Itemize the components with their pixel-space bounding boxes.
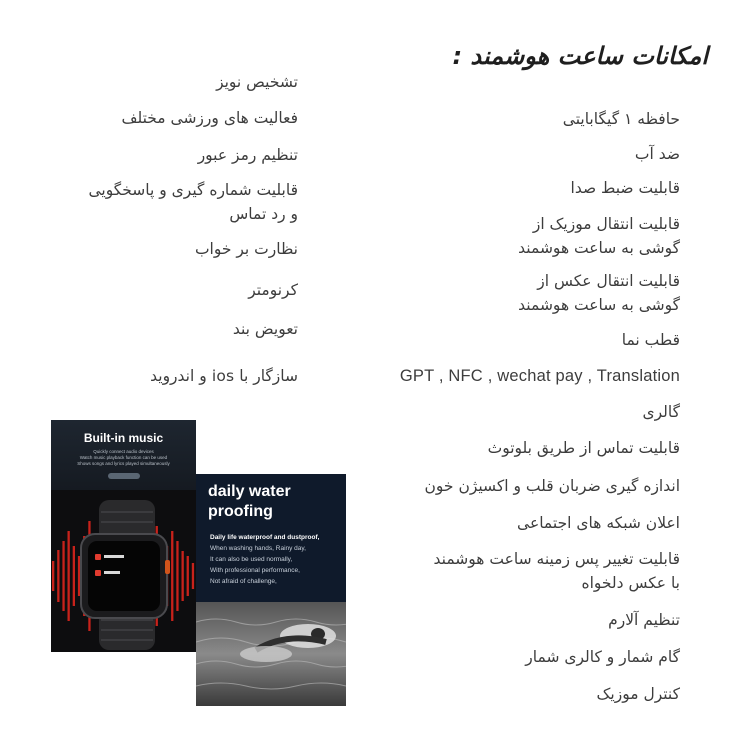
sound-wave-bar xyxy=(171,531,173,621)
sound-wave-bar xyxy=(78,556,80,596)
list-item: ضد آب xyxy=(634,145,680,163)
list-item: گام شمار و کالری شمار xyxy=(525,648,680,666)
list-item: اعلان شبکه های اجتماعی xyxy=(517,514,680,532)
waterproof-feature-image xyxy=(196,474,346,706)
list-item: سازگار با ios و اندروید xyxy=(150,367,298,385)
watch-sound-wave-illustration xyxy=(51,490,196,652)
list-item: قابلیت ضبط صدا xyxy=(570,179,680,197)
sound-wave-bar xyxy=(192,563,194,589)
swimmer-photo xyxy=(196,602,346,706)
music-image-title: Built-in music xyxy=(83,431,164,445)
list-item: گالری xyxy=(642,403,680,421)
waterproof-image-caption: Daily life waterproof and dustproof, When washing hands, Rainy day, It can also be used normally, With professional performance, Not afraid of challenge, xyxy=(210,534,320,585)
list-item: حافظه ۱ گیگابایتی xyxy=(562,110,680,128)
page-title: امکانات ساعت هوشمند : xyxy=(452,42,708,70)
list-item: تنظیم رمز عبور xyxy=(197,146,298,164)
list-item: نظارت بر خواب xyxy=(194,240,298,258)
list-item: کنترل موزیک xyxy=(596,685,680,703)
sound-wave-bar xyxy=(73,546,75,606)
list-item: قابلیت انتقال عکس از گوشی به ساعت هوشمند xyxy=(518,272,680,314)
sound-wave-bar xyxy=(52,561,54,591)
sound-wave-bar xyxy=(176,541,178,611)
sound-wave-bar xyxy=(62,541,64,611)
list-item: قابلیت تغییر پس زمینه ساعت هوشمند با عکس دلخواه xyxy=(433,550,680,592)
list-item: GPT , NFC , wechat pay , Translation xyxy=(399,367,680,385)
list-item: قابلیت انتقال موزیک از گوشی به ساعت هوشمند xyxy=(518,215,680,257)
music-image-pill xyxy=(108,473,140,479)
list-item: قابلیت تماس از طریق بلوتوث xyxy=(487,439,680,457)
list-item: کرنومتر xyxy=(248,281,298,299)
sound-wave-bar xyxy=(187,556,189,596)
music-feature-image xyxy=(51,420,196,652)
sound-wave-bar xyxy=(68,531,70,621)
sound-wave-bar xyxy=(182,551,184,601)
list-item: تعویض بند xyxy=(232,320,298,338)
list-item: تنظیم آلارم xyxy=(608,611,680,629)
music-image-header xyxy=(51,420,196,490)
list-item: اندازه گیری ضربان قلب و اکسیژن خون xyxy=(424,477,680,495)
sound-wave-bar xyxy=(57,550,59,602)
music-image-caption: Quickly connect audio devices Watch music playback function can be used Shows songs and lyrics played simultaneously xyxy=(77,449,170,466)
list-item: قطب نما xyxy=(621,331,680,349)
list-item: تشخیص نویز xyxy=(216,73,298,91)
list-item: فعالیت های ورزشی مختلف xyxy=(121,109,298,127)
waterproof-image-title: daily water proofing xyxy=(208,483,291,520)
list-item: قابلیت شماره گیری و پاسخگویی و رد تماس xyxy=(88,181,298,223)
